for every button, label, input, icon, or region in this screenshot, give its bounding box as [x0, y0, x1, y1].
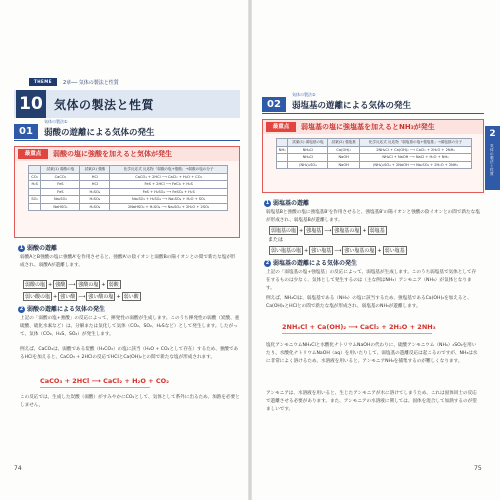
side-tab-text: 気体の製法と性質	[490, 144, 494, 176]
theme-title: 気体の製法と性質	[54, 98, 155, 112]
key-point-header	[263, 120, 483, 134]
table-cell: H₂SO₄	[80, 203, 110, 211]
paragraph-1: 弱塩基Bと強酸の塩に強塩基B'を作用させると、強塩基B'の陽イオンと強酸の陰イオンとの間で新たな塩が形成され、弱塩基Bが遊離します。	[266, 210, 480, 223]
scheme-1: 弱酸の塩 + 強酸 ⟶ 強酸の塩 + 弱酸	[25, 282, 119, 288]
table-cell: NaOH	[328, 161, 360, 169]
table-cell	[277, 161, 288, 169]
heading-gas-generation-acid: 2 弱酸の遊離による気体の発生	[19, 306, 106, 313]
table-cell: CaCO₃ + 2HCl ⟶ CaCl₂ + H₂O + CO₂	[110, 173, 228, 181]
table-cell: HCl	[80, 173, 110, 181]
table-row	[29, 203, 228, 211]
key-point-text: 弱酸の塩に強酸を加えると気体が発生	[53, 150, 172, 158]
equation-caco3: CaCO₃ + 2HCl ⟶ CaCl₂ + H₂O + CO₂	[40, 377, 170, 385]
table-header-cell: 化学反応式 反応物「弱塩基の塩+強塩基」→弱塩基の分子	[359, 139, 471, 147]
table-cell: NH₄Cl	[288, 154, 328, 162]
theme-tag: THEME	[29, 78, 57, 86]
paragraph-2: 上記の「弱塩基の塩+強塩基」の反応によって、弱塩基が生成します。このうち弱塩基で気体として存在するものは少なく、気体として発生するのは（主な例はNH₃）アンモニア（NH₃）が気体となります。	[266, 270, 477, 291]
table-cell	[29, 188, 41, 196]
paragraph-4: 塩化アンモニウムNH₄Clと水酸化ナトリウムNaOHの代わりに、硫酸アンモニウム（NH₄）₂SO₄を用いたり、水酸化ナトリウムNaOH（aq）を用いたりして、弱塩基の遊離反応は起こるのですが、NH₃は水に非常によく溶けるため、水溶液を用いると、アンモニアNH₃を捕集するのが難しくなります。	[266, 343, 478, 364]
equation-nh4cl: 2NH₄Cl + Ca(OH)₂ ⟶ CaCl₂ + 2H₂O + 2NH₃	[282, 323, 436, 331]
key-point-tag: 最重点	[266, 122, 296, 132]
section-title: 弱塩基の遊離による気体の発生	[292, 101, 412, 111]
equation-underline	[282, 333, 432, 334]
key-point-header	[15, 147, 239, 161]
section-number: 02	[262, 97, 286, 112]
table-row	[277, 146, 472, 154]
scheme-2: 弱い酸の塩 + 強い酸 ⟶ 強い酸の塩 + 弱い酸	[25, 294, 139, 300]
table-cell: NaHSO₃	[41, 203, 80, 211]
paragraph-5: アンモニアは、水溶液を用いると、生じたアンモニアが水に溶けてしまうため、これは固体同士の反応で遊離させる必要があります。また、アンモニアの水溶液に関しては、固体を混合して加熱するのが望ましいです。	[266, 391, 477, 412]
key-point-text: 弱塩基の塩に強塩基を加えるとNH₃が発生	[301, 123, 435, 131]
table-row	[277, 161, 472, 169]
page-number-right: 75	[474, 465, 482, 472]
table-cell: SO₂	[29, 196, 41, 204]
table-header-cell: 試薬(1) 弱酸の塩	[41, 166, 80, 174]
reaction-table-weak-base	[276, 138, 472, 169]
table-cell	[29, 203, 41, 211]
heading-gas-generation-base: 2 弱塩基の遊離による気体の発生	[265, 260, 358, 267]
table-cell: HCl	[80, 181, 110, 189]
table-header-cell	[277, 139, 288, 147]
table-header-cell: 試薬(2) 強塩基	[328, 139, 360, 147]
table-cell: 2NH₄Cl + Ca(OH)₂ ⟶ CaCl₂ + 2H₂O + 2NH₃	[359, 146, 471, 154]
heading-weak-acid-release: 1 弱酸の遊離	[19, 245, 58, 252]
heading-weak-base-release: 1 弱塩基の遊離	[265, 200, 310, 207]
table-cell: FeS	[41, 181, 80, 189]
paragraph-3: 例えば、CaCO₃は、弱酸である炭酸（H₂CO₃）の塩に該当（H₂O + CO₂として存在）するため、強酸であるHClを加えると、CaCO₃ + 2HClの反応でHClとCa(OH)₂との間で新たな塩が形成されます。	[20, 347, 239, 360]
equation-underline	[40, 387, 150, 388]
table-row	[29, 196, 228, 204]
table-row	[277, 154, 472, 162]
table-cell	[277, 154, 288, 162]
table-header-cell: 化学反応式 反応物「弱酸の塩+強酸」→弱酸の塩の分子	[110, 166, 228, 174]
table-cell: FeS + 2HCl ⟶ FeCl₂ + H₂S	[110, 181, 228, 189]
chapter-label: 2章── 気体の製法と性質	[63, 80, 119, 86]
side-tab-number: 2	[489, 129, 496, 139]
paragraph-4: この反応では、生成した炭酸（弱酸）がすみやかにCO₂として、気体として系外に出るため、加熱を必要としません。	[20, 395, 240, 408]
table-cell: 2NaHSO₃ + H₂SO₄ ⟶ Na₂SO₄ + 2H₂O + 2SO₂	[110, 203, 228, 211]
section-subtitle: 気体の製法①	[44, 119, 68, 124]
table-row	[29, 173, 228, 181]
paragraph-2: 上記の「弱酸の塩+強酸」の反応によって、揮発性の弱酸が生成します。このうち揮発性の弱酸（炭酸、亜硫酸、硫化水素など）は、分解または気化して気体（CO₂、SO₂、H₂Sなど）として発生します。したがって、気体（CO₂、H₂S、SO₂）が発生します。	[20, 316, 240, 337]
table-row	[29, 181, 228, 189]
table-cell: NH₄Cl + NaOH ⟶ NaCl + H₂O + NH₃	[359, 154, 471, 162]
section-title: 弱酸の遊離による気体の発生	[44, 128, 155, 138]
scheme-1: 弱塩基の塩 + 強塩基 ⟶ 強塩基の塩 + 弱塩基	[271, 228, 385, 234]
section-02-header	[262, 92, 484, 114]
section-number: 01	[14, 124, 38, 139]
table-cell: FeS	[41, 188, 80, 196]
table-header-cell: 試薬(2) 強酸	[80, 166, 110, 174]
table-cell: (NH₄)₂SO₄	[288, 161, 328, 169]
scheme-2-prefix: または	[268, 237, 284, 243]
table-header-cell: 試薬(1) 弱塩基の塩	[288, 139, 328, 147]
paragraph-1: 弱酸AとB強酸の塩に強酸A'を作用させると、強酸A'の陰イオンと弱酸Bの陽イオンとの間で新たな塩が形成され、弱酸Aが遊離します。	[20, 255, 236, 268]
table-cell: NH₃	[277, 146, 288, 154]
table-cell: Na₂SO₃	[41, 196, 80, 204]
table-cell: NH₄Cl	[288, 146, 328, 154]
key-point-tag: 最重点	[18, 149, 48, 159]
table-cell: Ca(OH)₂	[328, 146, 360, 154]
table-cell: (NH₄)₂SO₄ + 2NaOH ⟶ Na₂SO₄ + 2H₂O + 2NH₃	[359, 161, 471, 169]
table-cell: Na₂SO₃ + H₂SO₄ ⟶ Na₂SO₄ + H₂O + SO₂	[110, 196, 228, 204]
scheme-2: 弱い塩基の塩 + 強い塩基 ⟶ 強い塩基の塩 + 弱い塩基	[271, 248, 405, 254]
table-cell: H₂S	[29, 181, 41, 189]
table-row	[29, 188, 228, 196]
table-cell: NaOH	[328, 154, 360, 162]
table-cell: H₂SO₄	[80, 188, 110, 196]
theme-number: 10	[16, 90, 46, 118]
table-cell: CO₂	[29, 173, 41, 181]
reaction-table-weak-acid	[28, 165, 228, 211]
page-number-left: 74	[14, 465, 22, 472]
chapter-side-tab	[485, 126, 500, 190]
section-subtitle: 気体の製法②	[292, 92, 316, 97]
paragraph-3: 例えば、NH₄Clは、弱塩基である（NH₃）の塩に該当するため、強塩基であるCa(OH)₂を加えると、Ca(OH)₂とHClとの間で新たな塩が形成され、弱塩基のNH₃が遊離します。	[266, 296, 472, 309]
table-header-cell	[29, 166, 41, 174]
table-cell: CaCO₃	[41, 173, 80, 181]
table-cell: FeS + H₂SO₄ ⟶ FeSO₄ + H₂S	[110, 188, 228, 196]
table-cell: H₂SO₄	[80, 196, 110, 204]
section-01-header	[14, 119, 240, 141]
